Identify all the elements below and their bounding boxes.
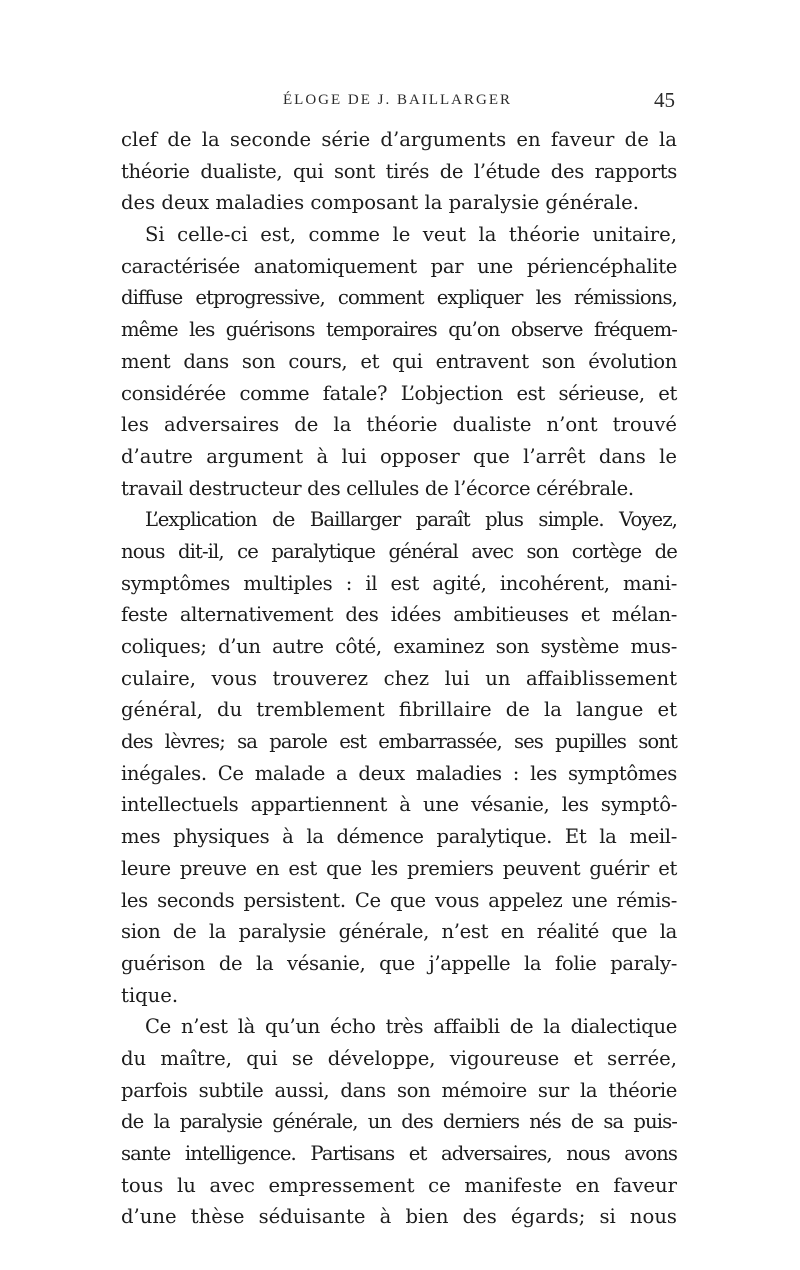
- text-line: théorie dualiste, qui sont tirés de l’étude des rapports: [121, 159, 677, 183]
- text-line: symptômes multiples : il est agité, incohérent, mani-: [121, 571, 677, 595]
- text-line: parfois subtile aussi, dans son mémoire sur la théorie: [121, 1078, 677, 1102]
- text-line: sante intelligence. Partisans et adversaires, nous avons: [121, 1142, 677, 1165]
- text-line: les seconds persistent. Ce que vous appelez une rémis-: [121, 888, 677, 912]
- text-line: de la paralysie générale, un des derniers nés de sa puis-: [121, 1110, 677, 1134]
- text-line: les adversaires de la théorie dualiste n’ont trouvé: [121, 413, 677, 437]
- text-line: du maître, qui se développe, vigoureuse et serrée,: [121, 1046, 677, 1070]
- text-line: Si celle-ci est, comme le veut la théorie unitaire,: [145, 223, 677, 247]
- text-line: intellectuels appartiennent à une vésanie, les symptô-: [121, 793, 677, 817]
- text-line: coliques; d’un autre côté, examinez son système mus-: [121, 635, 677, 658]
- text-line: tous lu avec empressement ce manifeste en faveur: [121, 1173, 677, 1197]
- text-line: leure preuve en est que les premiers peuvent guérir et: [121, 856, 677, 880]
- text-line: même les guérisons temporaires qu’on observe fréquem-: [121, 318, 677, 342]
- running-title: ÉLOGE DE J. BAILLARGER: [283, 92, 512, 108]
- text-line: sion de la paralysie générale, n’est en réalité que la: [121, 920, 677, 944]
- text-line: feste alternativement des idées ambitieuses et mélan-: [121, 603, 677, 627]
- text-line: des lèvres; sa parole est embarrassée, ses pupilles sont: [121, 730, 677, 754]
- text-line: considérée comme fatale? L’objection est sérieuse, et: [121, 381, 677, 405]
- text-line: diffuse etprogressive, comment expliquer les rémissions,: [121, 286, 677, 310]
- text-line: d’une thèse séduisante à bien des égards; si nous: [121, 1205, 677, 1229]
- text-line: clef de la seconde série d’arguments en faveur de la: [121, 128, 677, 151]
- text-line: ment dans son cours, et qui entravent son évolution: [121, 349, 677, 373]
- text-line: nous dit-il, ce paralytique général avec son cortège de: [121, 539, 677, 563]
- text-line: général, du tremblement fibrillaire de la langue et: [121, 698, 677, 722]
- text-line: mes physiques à la démence paralytique. Et la meil-: [121, 825, 677, 849]
- text-line: guérison de la vésanie, que j’appelle la folie paraly-: [121, 951, 677, 975]
- text-line: tique.: [121, 983, 179, 1007]
- page-number: 45: [654, 88, 675, 112]
- text-line: L’explication de Baillarger paraît plus simple. Voyez,: [145, 508, 677, 532]
- text-line: travail destructeur des cellules de l’écorce cérébrale.: [121, 476, 634, 500]
- text-line: caractérisée anatomiquement par une périencéphalite: [121, 254, 677, 278]
- text-line: des deux maladies composant la paralysie générale.: [121, 191, 639, 215]
- text-line: d’autre argument à lui opposer que l’arrêt dans le: [121, 444, 677, 468]
- body-text: [121, 124, 677, 1233]
- text-line: culaire, vous trouverez chez lui un affaiblissement: [121, 666, 677, 690]
- text-line: inégales. Ce malade a deux maladies : les symptômes: [121, 761, 677, 785]
- text-line: Ce n’est là qu’un écho très affaibli de la dialectique: [145, 1015, 677, 1039]
- running-head: [120, 90, 675, 114]
